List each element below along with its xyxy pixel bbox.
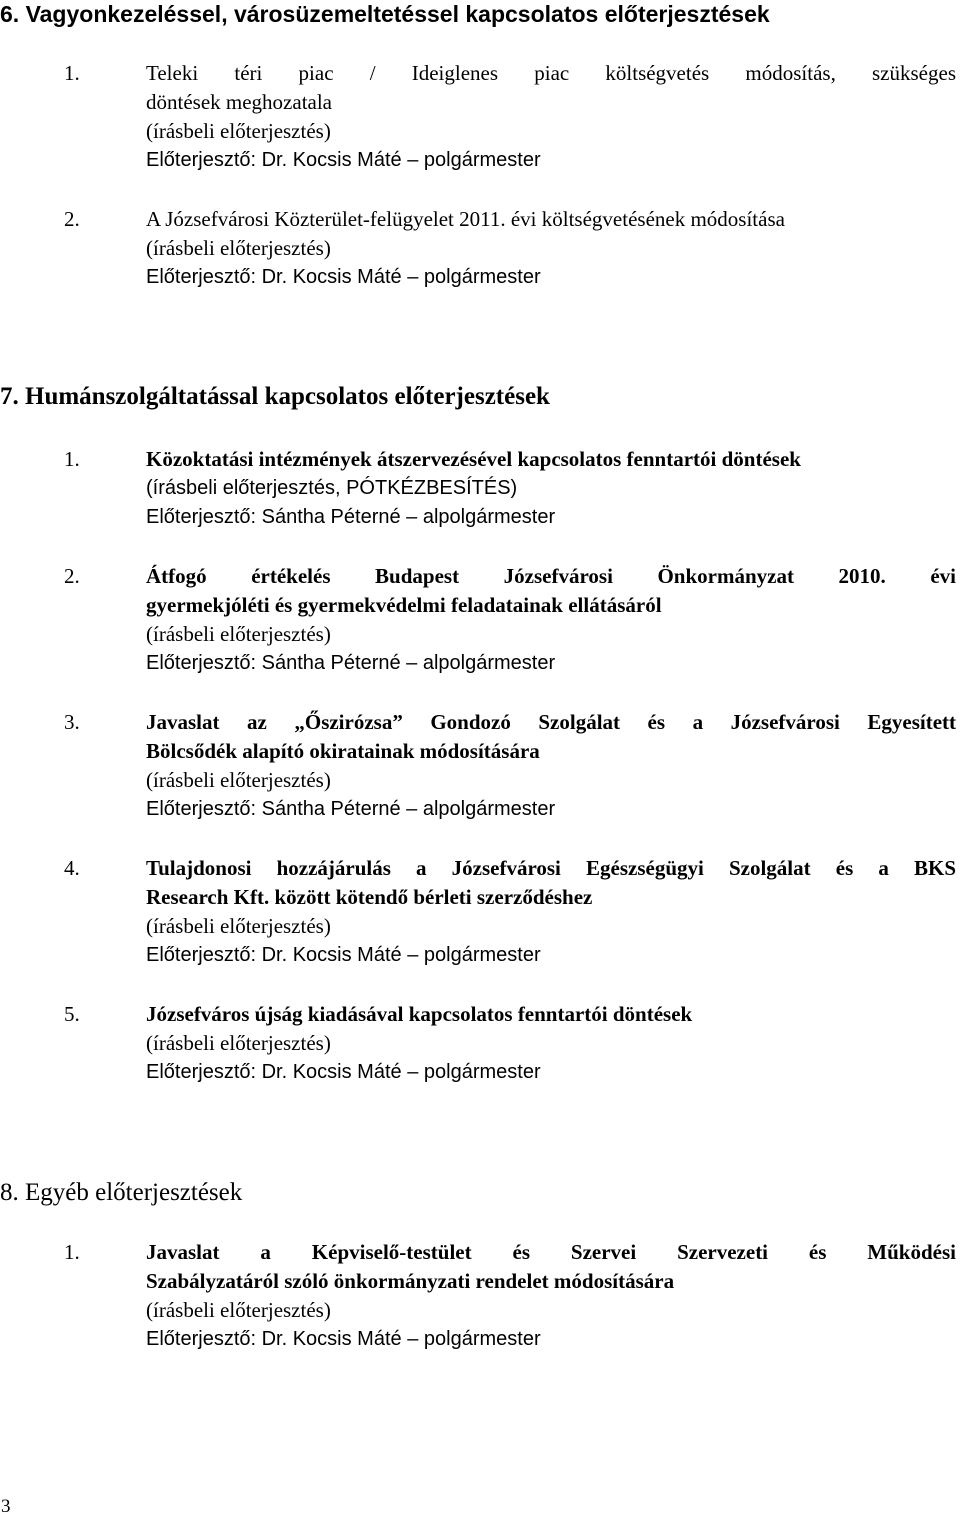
item-type: (írásbeli előterjesztés) (146, 914, 331, 938)
item-title-line: Research Kft. között kötendő bérleti szerződéshez (146, 885, 593, 909)
agenda-item-6-1 (64, 59, 956, 175)
item-presenter: Előterjesztő: Sántha Péterné – alpolgármester (146, 798, 556, 820)
item-title-line: döntések meghozatala (146, 90, 333, 114)
item-title-line: Bölcsődék alapító okiratainak módosítására (146, 739, 540, 763)
item-number: 5. (64, 1002, 80, 1026)
item-type: (írásbeli előterjesztés) (146, 236, 331, 260)
item-number: 3. (64, 710, 80, 734)
item-title-line: Közoktatási intézmények átszervezésével kapcsolatos fenntartói döntések (146, 447, 801, 471)
item-type: (írásbeli előterjesztés) (146, 768, 331, 792)
item-number: 1. (64, 1240, 80, 1264)
item-number: 4. (64, 856, 80, 880)
item-title-line: Szabályzatáról szóló önkormányzati rendelet módosítására (146, 1269, 675, 1293)
item-type: (írásbeli előterjesztés) (146, 119, 331, 143)
item-number: 1. (64, 61, 80, 85)
item-presenter: Előterjesztő: Dr. Kocsis Máté – polgármester (146, 944, 541, 966)
item-title-line: gyermekjóléti és gyermekvédelmi feladatainak ellátásáról (146, 593, 662, 617)
item-type: (írásbeli előterjesztés) (146, 1298, 331, 1322)
agenda-item-7-4 (64, 854, 956, 970)
item-title-line: A Józsefvárosi Közterület-felügyelet 2011. évi költségvetésének módosítása (146, 207, 785, 231)
item-title-line: Javaslat a Képviselő-testület és Szervei Szervezeti és Működési (146, 1240, 956, 1264)
section-heading-8: 8. Egyéb előterjesztések (0, 1179, 243, 1206)
agenda-item-8-1 (64, 1238, 956, 1354)
item-presenter: Előterjesztő: Dr. Kocsis Máté – polgármester (146, 149, 541, 171)
agenda-item-7-5 (64, 1000, 956, 1087)
agenda-item-7-1 (64, 445, 956, 532)
item-presenter: Előterjesztő: Dr. Kocsis Máté – polgármester (146, 266, 541, 288)
item-title-line: Átfogó értékelés Budapest Józsefvárosi Önkormányzat 2010. évi (146, 564, 956, 588)
item-title-line: Javaslat az „Őszirózsa” Gondozó Szolgálat és a Józsefvárosi Egyesített (146, 710, 956, 734)
item-number: 2. (64, 207, 80, 231)
item-presenter: Előterjesztő: Sántha Péterné – alpolgármester (146, 506, 556, 528)
item-title-line: Tulajdonosi hozzájárulás a Józsefvárosi Egészségügyi Szolgálat és a BKS (146, 856, 956, 880)
section-heading-7: 7. Humánszolgáltatással kapcsolatos előterjesztések (0, 383, 550, 410)
item-number: 2. (64, 564, 80, 588)
agenda-item-7-2 (64, 562, 956, 678)
item-presenter: Előterjesztő: Dr. Kocsis Máté – polgármester (146, 1328, 541, 1350)
section-heading-6: 6. Vagyonkezeléssel, városüzemeltetéssel kapcsolatos előterjesztések (0, 1, 770, 27)
item-presenter: Előterjesztő: Dr. Kocsis Máté – polgármester (146, 1061, 541, 1083)
item-type: (írásbeli előterjesztés) (146, 1031, 331, 1055)
item-title-line: Teleki téri piac / Ideiglenes piac költségvetés módosítás, szükséges (146, 61, 956, 85)
page-number: 3 (1, 1496, 11, 1517)
item-title-line: Józsefváros újság kiadásával kapcsolatos fenntartói döntések (146, 1002, 693, 1026)
agenda-item-6-2 (64, 205, 956, 292)
item-type: (írásbeli előterjesztés, PÓTKÉZBESÍTÉS) (146, 477, 518, 499)
item-presenter: Előterjesztő: Sántha Péterné – alpolgármester (146, 652, 556, 674)
agenda-item-7-3 (64, 708, 956, 824)
item-number: 1. (64, 447, 80, 471)
item-type: (írásbeli előterjesztés) (146, 622, 331, 646)
